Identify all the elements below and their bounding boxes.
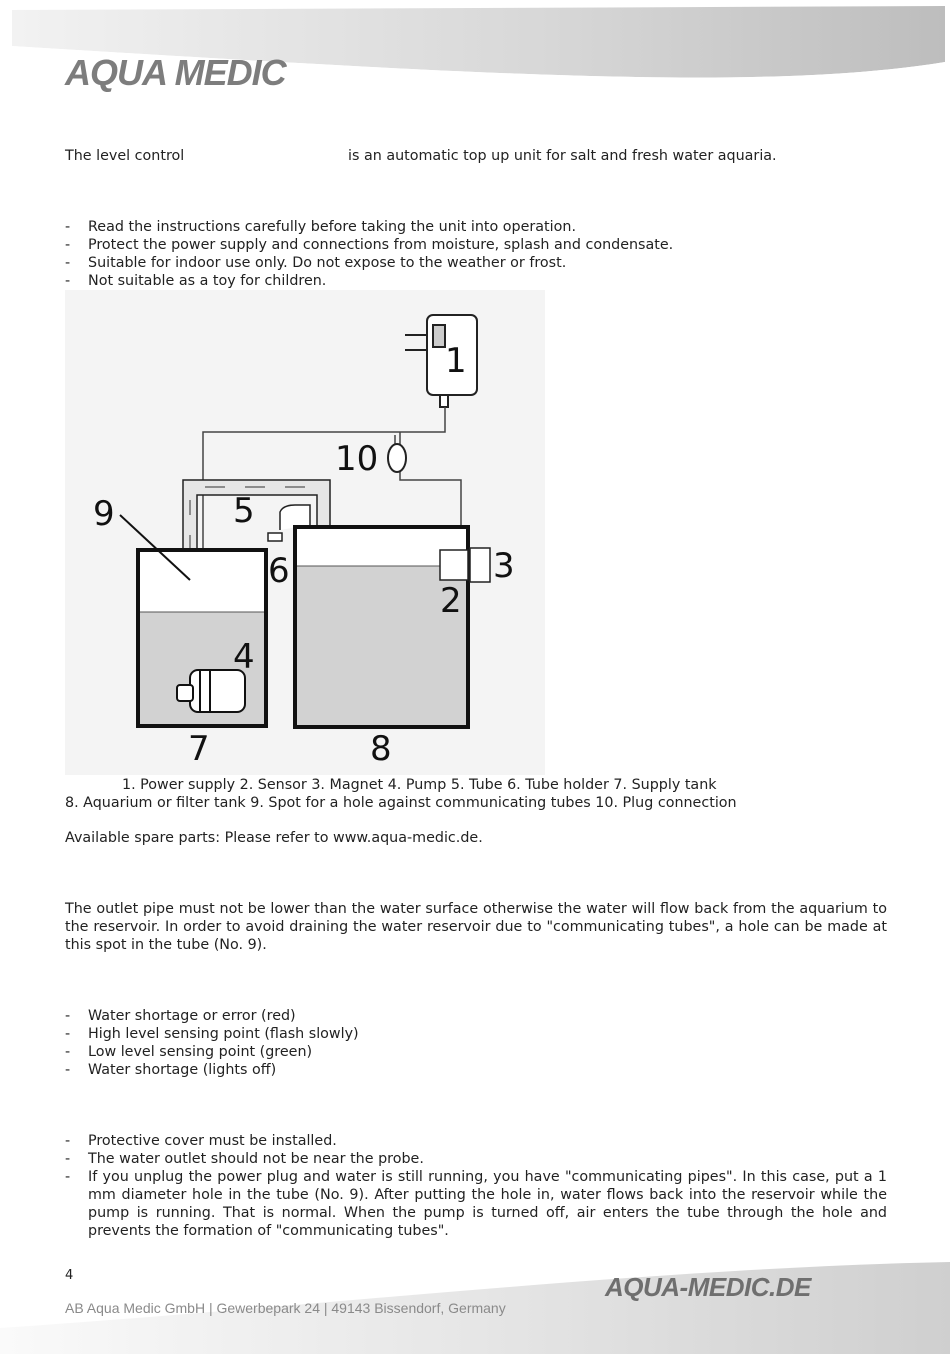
list-item: - If you unplug the power plug and water is still running, you have "communicating pipes". In this case, put a 1 mm diameter hole in the tube (No. 9). After putting the hole in, water flows back into the reservoir while the pump is running. That is normal. When the pump is turned off, air enters the tube through the hole and prevents the formation of "communicating tubes". — [65, 1168, 887, 1240]
intro-right: is an automatic top up unit for salt and fresh water aquaria. — [348, 148, 777, 164]
diagram-label: 7 — [188, 729, 210, 769]
footer-logo: AQUA-MEDIC.DE — [605, 1272, 811, 1302]
diagram-caption-line1: 1. Power supply 2. Sensor 3. Magnet 4. Pump 5. Tube 6. Tube holder 7. Supply tank — [122, 777, 717, 793]
notes-list — [65, 1132, 887, 1240]
diagram-label: 1 — [445, 341, 467, 381]
diagram-label: 8 — [370, 729, 392, 769]
list-item: - Suitable for indoor use only. Do not expose to the weather or frost. — [65, 254, 887, 272]
outlet-paragraph: The outlet pipe must not be lower than the water surface otherwise the water will flow back from the aquarium to the reservoir. In order to avoid draining the water reservoir due to "communicating tubes", a hole can be made at this spot in the tube (No. 9). — [65, 901, 887, 953]
list-item: - Protect the power supply and connections from moisture, splash and condensate. — [65, 236, 887, 254]
diagram-label: 9 — [93, 494, 115, 534]
diagram-label: 5 — [233, 491, 255, 531]
diagram-label: 6 — [268, 551, 290, 591]
sensor-icon — [440, 548, 490, 582]
intro-left: The level control — [65, 148, 185, 164]
list-item: - Water shortage or error (red) — [65, 1007, 887, 1025]
brand-logo: AQUA MEDIC — [65, 52, 286, 93]
list-item: - Low level sensing point (green) — [65, 1043, 887, 1061]
diagram-caption-line2: 8. Aquarium or filter tank 9. Spot for a hole against communicating tubes 10. Plug connection — [65, 795, 737, 811]
plug-connection-icon — [388, 444, 406, 472]
list-item: - Protective cover must be installed. — [65, 1132, 887, 1150]
list-item: - Read the instructions carefully before taking the unit into operation. — [65, 218, 887, 236]
diagram-label: 3 — [493, 546, 515, 586]
diagram-label: 2 — [440, 581, 462, 621]
company-address: AB Aqua Medic GmbH | Gewerbepark 24 | 49143 Bissendorf, Germany — [65, 1300, 506, 1316]
list-item: - Not suitable as a toy for children. — [65, 272, 887, 290]
diagram-label: 10 — [335, 439, 379, 479]
spare-parts-text: Available spare parts: Please refer to www.aqua-medic.de. — [65, 830, 483, 846]
setup-diagram — [65, 290, 545, 775]
led-status-list — [65, 1007, 887, 1079]
list-item: - High level sensing point (flash slowly) — [65, 1025, 887, 1043]
list-item: - Water shortage (lights off) — [65, 1061, 887, 1079]
diagram-label: 4 — [233, 637, 255, 677]
page-number: 4 — [65, 1268, 74, 1283]
safety-list — [65, 218, 887, 290]
list-item: - The water outlet should not be near the probe. — [65, 1150, 887, 1168]
